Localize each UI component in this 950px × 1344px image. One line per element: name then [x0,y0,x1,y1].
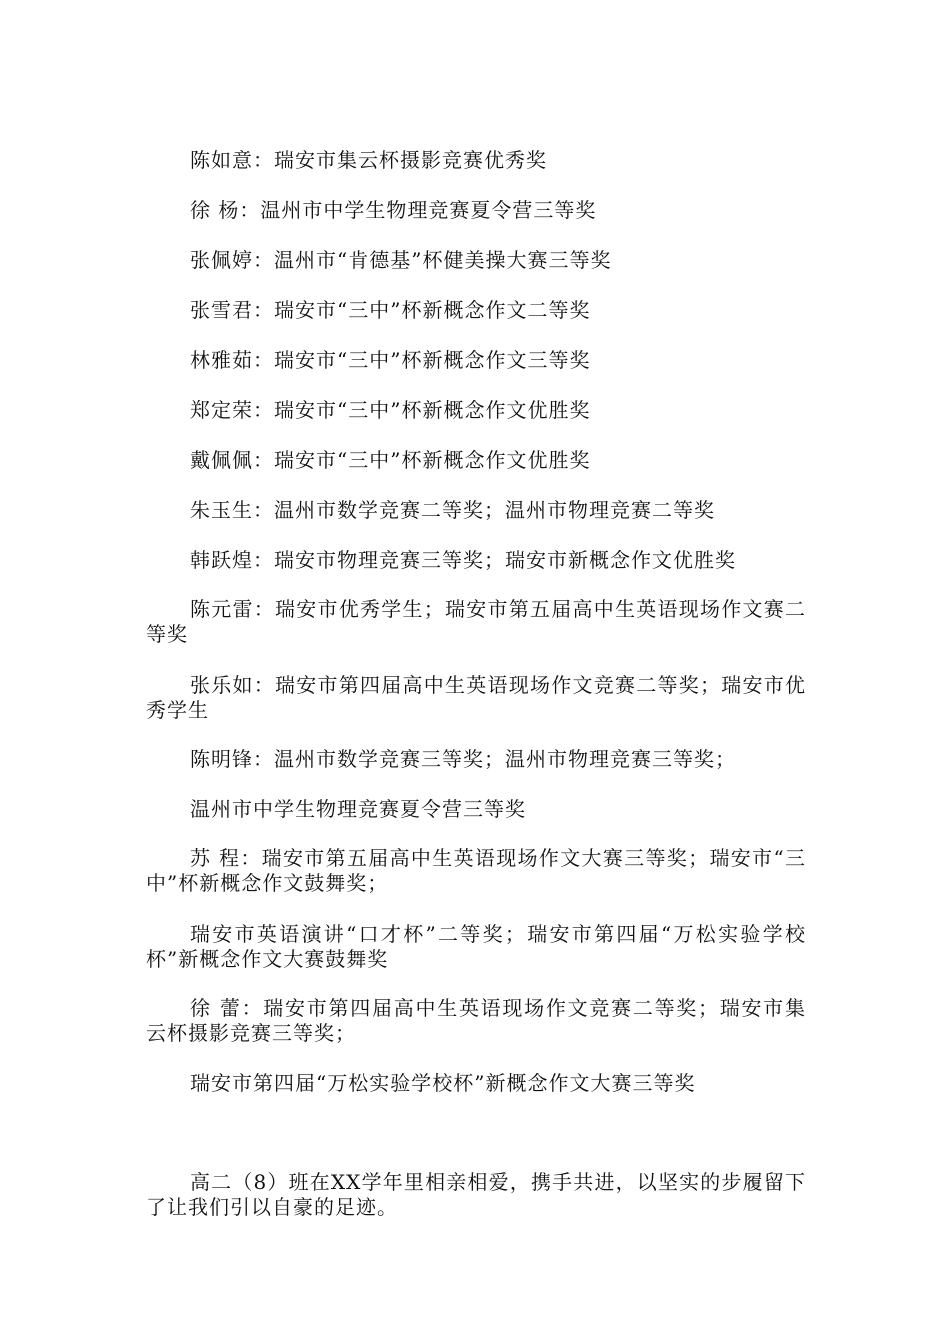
award-line: 陈元雷：瑞安市优秀学生；瑞安市第五届高中生英语现场作文赛二等奖 [146,597,806,646]
award-line: 陈如意：瑞安市集云杯摄影竞赛优秀奖 [190,148,547,172]
award-line: 瑞安市第四届“万松实验学校杯”新概念作文大赛三等奖 [190,1071,696,1095]
award-line: 张雪君：瑞安市“三中”杯新概念作文二等奖 [190,298,591,322]
award-line: 张乐如：瑞安市第四届高中生英语现场作文竞赛二等奖；瑞安市优秀学生 [146,673,806,722]
award-line: 朱玉生：温州市数学竞赛二等奖；温州市物理竞赛二等奖 [190,498,715,522]
award-line: 瑞安市英语演讲“口才杯”二等奖；瑞安市第四届“万松实验学校杯”新概念作文大赛鼓舞奖 [146,922,806,971]
award-line: 苏 程：瑞安市第五届高中生英语现场作文大赛三等奖；瑞安市“三中”杯新概念作文鼓舞奖； [146,846,806,895]
award-line: 张佩婷：温州市“肯德基”杯健美操大赛三等奖 [190,248,612,272]
award-line: 郑定荣：瑞安市“三中”杯新概念作文优胜奖 [190,398,591,422]
award-line: 林雅茹：瑞安市“三中”杯新概念作文三等奖 [190,348,591,372]
award-line: 韩跃煌：瑞安市物理竞赛三等奖；瑞安市新概念作文优胜奖 [190,548,736,572]
award-line: 戴佩佩：瑞安市“三中”杯新概念作文优胜奖 [190,448,591,472]
award-line: 陈明锋：温州市数学竞赛三等奖；温州市物理竞赛三等奖； [190,747,736,771]
award-line: 温州市中学生物理竞赛夏令营三等奖 [190,797,526,821]
award-line: 徐 蕾：瑞安市第四届高中生英语现场作文竞赛二等奖；瑞安市集云杯摄影竞赛三等奖； [146,996,806,1045]
closing-paragraph: 高二（8）班在XX学年里相亲相爱，携手共进，以坚实的步履留下了让我们引以自豪的足迹。 [146,1170,806,1219]
award-line: 徐 杨：温州市中学生物理竞赛夏令营三等奖 [190,198,597,222]
